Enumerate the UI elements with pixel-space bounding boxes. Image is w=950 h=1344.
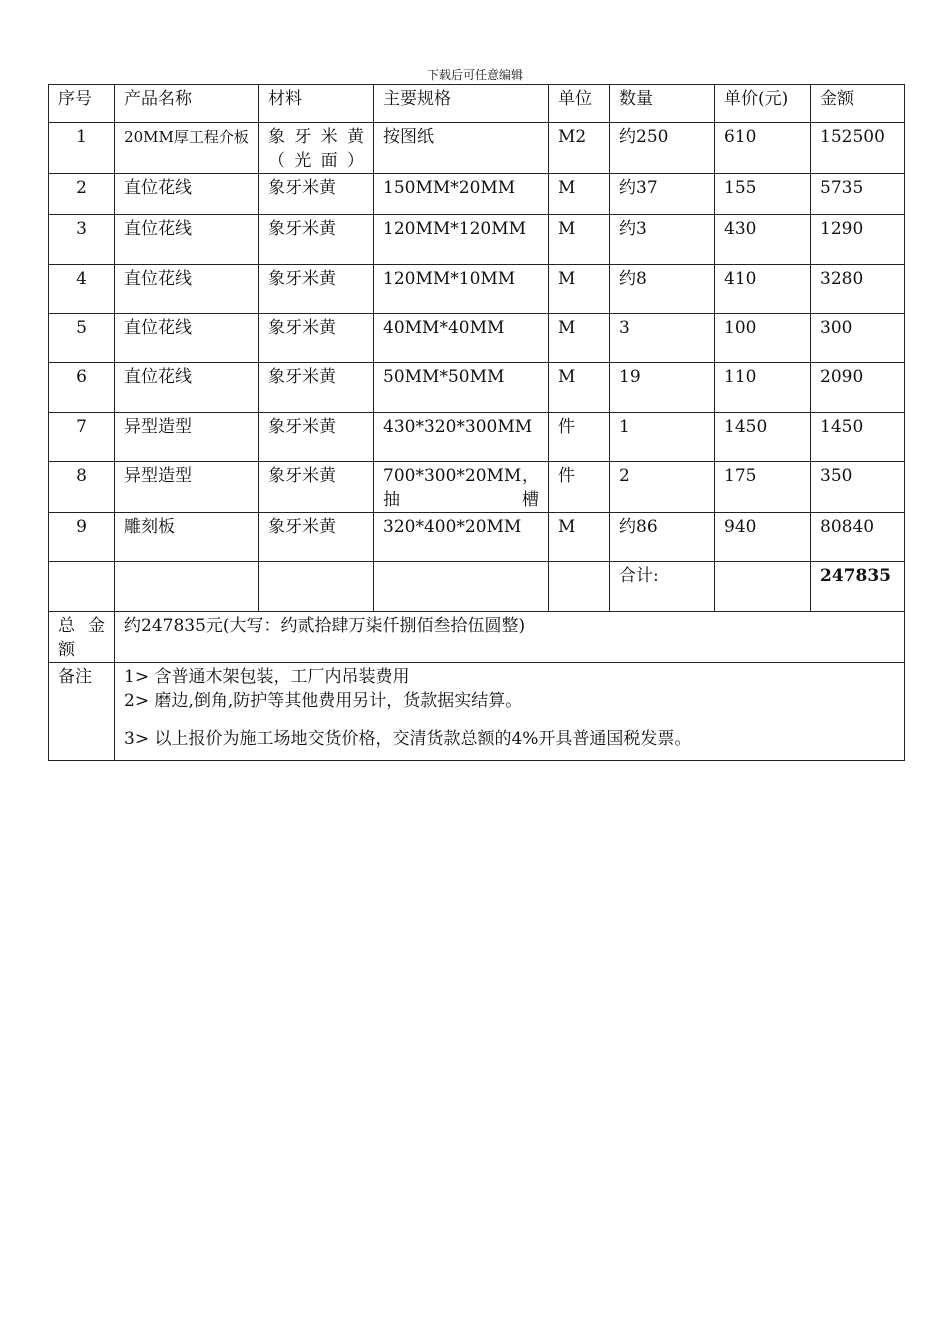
header-unit: 单位 <box>549 85 610 123</box>
cell-amount: 152500 <box>811 123 905 174</box>
cell-price: 155 <box>715 174 811 215</box>
empty-cell <box>49 562 115 612</box>
cell-name: 异型造型 <box>115 413 259 462</box>
cell-spec: 320*400*20MM <box>374 513 549 562</box>
header-price: 单价(元) <box>715 85 811 123</box>
cell-price: 410 <box>715 265 811 314</box>
cell-material: 象牙米黄 <box>259 363 374 413</box>
cell-amount: 300 <box>811 314 905 363</box>
table-row <box>49 215 905 265</box>
cell-price: 110 <box>715 363 811 413</box>
remarks-label: 备注 <box>49 663 115 761</box>
quotation-table <box>48 84 905 761</box>
empty-cell <box>374 562 549 612</box>
cell-seq: 2 <box>49 174 115 215</box>
cell-seq: 7 <box>49 413 115 462</box>
cell-name: 直位花线 <box>115 265 259 314</box>
cell-name: 直位花线 <box>115 314 259 363</box>
cell-amount: 2090 <box>811 363 905 413</box>
empty-cell <box>115 562 259 612</box>
cell-seq: 5 <box>49 314 115 363</box>
cell-price: 610 <box>715 123 811 174</box>
empty-cell <box>549 562 610 612</box>
subtotal-label: 合计: <box>610 562 715 612</box>
cell-price: 940 <box>715 513 811 562</box>
cell-amount: 1450 <box>811 413 905 462</box>
subtotal-row <box>49 562 905 612</box>
cell-qty: 约86 <box>610 513 715 562</box>
cell-spec: 700*300*20MM，抽槽 <box>374 462 549 513</box>
cell-qty: 3 <box>610 314 715 363</box>
cell-name: 直位花线 <box>115 174 259 215</box>
cell-seq: 4 <box>49 265 115 314</box>
table-row <box>49 123 905 174</box>
header-seq: 序号 <box>49 85 115 123</box>
remark-line-2: 2> 磨边,倒角,防护等其他费用另计，货款据实结算。 <box>124 691 523 711</box>
cell-seq: 1 <box>49 123 115 174</box>
cell-unit: M <box>549 215 610 265</box>
cell-seq: 9 <box>49 513 115 562</box>
cell-spec: 120MM*10MM <box>374 265 549 314</box>
cell-unit: M <box>549 314 610 363</box>
cell-name: 直位花线 <box>115 215 259 265</box>
table-row <box>49 174 905 215</box>
cell-name: 直位花线 <box>115 363 259 413</box>
table-header-row <box>49 85 905 123</box>
table-row <box>49 462 905 513</box>
cell-price: 430 <box>715 215 811 265</box>
cell-unit: 件 <box>549 462 610 513</box>
cell-qty: 约3 <box>610 215 715 265</box>
cell-unit: M <box>549 265 610 314</box>
table-row <box>49 413 905 462</box>
cell-qty: 1 <box>610 413 715 462</box>
subtotal-amount: 247835 <box>811 562 905 612</box>
cell-name: 异型造型 <box>115 462 259 513</box>
cell-material: 象牙米黄 <box>259 265 374 314</box>
cell-price: 100 <box>715 314 811 363</box>
table-row <box>49 513 905 562</box>
header-qty: 数量 <box>610 85 715 123</box>
cell-amount: 350 <box>811 462 905 513</box>
cell-unit: 件 <box>549 413 610 462</box>
cell-amount: 3280 <box>811 265 905 314</box>
remark-line-1: 1> 含普通木架包装，工厂内吊装费用 <box>124 667 410 687</box>
cell-spec: 40MM*40MM <box>374 314 549 363</box>
cell-material: 象牙米黄 <box>259 215 374 265</box>
cell-material: 象牙米黄 <box>259 513 374 562</box>
remarks-row <box>49 663 905 761</box>
remarks-content <box>115 663 905 761</box>
cell-seq: 6 <box>49 363 115 413</box>
cell-unit: M <box>549 174 610 215</box>
cell-amount: 5735 <box>811 174 905 215</box>
cell-spec: 120MM*120MM <box>374 215 549 265</box>
cell-unit: M <box>549 513 610 562</box>
cell-qty: 约250 <box>610 123 715 174</box>
cell-unit: M2 <box>549 123 610 174</box>
cell-price: 1450 <box>715 413 811 462</box>
table-row <box>49 265 905 314</box>
cell-material: 象牙米黄 <box>259 174 374 215</box>
remark-spacer <box>124 713 895 727</box>
cell-qty: 19 <box>610 363 715 413</box>
header-amount: 金额 <box>811 85 905 123</box>
cell-name: 20MM厚工程介板 <box>115 123 259 174</box>
cell-spec: 150MM*20MM <box>374 174 549 215</box>
total-text: 约247835元(大写：约贰拾肆万柒仟捌佰叁拾伍圆整) <box>115 612 905 663</box>
cell-spec: 430*320*300MM <box>374 413 549 462</box>
cell-seq: 3 <box>49 215 115 265</box>
cell-qty: 约37 <box>610 174 715 215</box>
header-spec: 主要规格 <box>374 85 549 123</box>
remark-line-3: 3> 以上报价为施工场地交货价格，交清货款总额的4%开具普通国税发票。 <box>124 729 692 749</box>
empty-cell <box>715 562 811 612</box>
cell-spec: 50MM*50MM <box>374 363 549 413</box>
cell-amount: 80840 <box>811 513 905 562</box>
cell-material: 象牙米黄 <box>259 314 374 363</box>
table-row <box>49 314 905 363</box>
cell-unit: M <box>549 363 610 413</box>
cell-amount: 1290 <box>811 215 905 265</box>
header-name: 产品名称 <box>115 85 259 123</box>
cell-seq: 8 <box>49 462 115 513</box>
header-note: 下载后可任意编辑 <box>426 68 523 82</box>
cell-name: 雕刻板 <box>115 513 259 562</box>
total-row <box>49 612 905 663</box>
cell-spec: 按图纸 <box>374 123 549 174</box>
cell-qty: 2 <box>610 462 715 513</box>
table-row <box>49 363 905 413</box>
header-material: 材料 <box>259 85 374 123</box>
cell-material: 象牙米黄（光面） <box>259 123 374 174</box>
total-label: 总金额 <box>49 612 115 663</box>
empty-cell <box>259 562 374 612</box>
cell-price: 175 <box>715 462 811 513</box>
cell-material: 象牙米黄 <box>259 462 374 513</box>
cell-material: 象牙米黄 <box>259 413 374 462</box>
cell-qty: 约8 <box>610 265 715 314</box>
